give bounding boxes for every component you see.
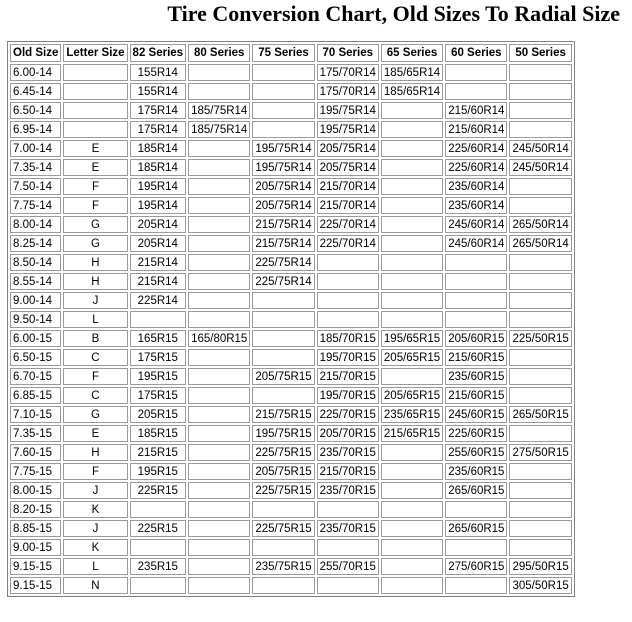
cell-50-series — [509, 539, 571, 556]
cell-70-series — [317, 501, 379, 518]
cell-letter-size — [63, 64, 127, 81]
cell-75-series — [252, 349, 314, 366]
cell-82-series: 215R14 — [130, 273, 187, 290]
cell-60-series: 245/60R15 — [445, 406, 507, 423]
cell-50-series — [509, 178, 571, 195]
cell-75-series — [252, 330, 314, 347]
cell-50-series — [509, 311, 571, 328]
cell-82-series: 195R15 — [130, 368, 187, 385]
cell-letter-size: J — [63, 520, 127, 537]
cell-65-series — [381, 235, 443, 252]
cell-60-series: 225/60R14 — [445, 140, 507, 157]
cell-75-series: 225/75R14 — [252, 273, 314, 290]
table-row — [10, 520, 572, 537]
cell-75-series — [252, 83, 314, 100]
cell-60-series — [445, 254, 507, 271]
table-row — [10, 83, 572, 100]
cell-75-series: 215/75R15 — [252, 406, 314, 423]
table-row — [10, 292, 572, 309]
cell-letter-size: H — [63, 254, 127, 271]
column-header-75-series: 75 Series — [252, 44, 314, 62]
cell-65-series: 195/65R15 — [381, 330, 443, 347]
cell-80-series — [188, 368, 250, 385]
cell-old-size: 9.00-15 — [10, 539, 61, 556]
column-header-old-size: Old Size — [10, 44, 61, 62]
cell-60-series: 265/60R15 — [445, 520, 507, 537]
cell-75-series — [252, 539, 314, 556]
cell-65-series — [381, 501, 443, 518]
cell-65-series — [381, 558, 443, 575]
cell-75-series: 215/75R14 — [252, 216, 314, 233]
cell-old-size: 8.55-14 — [10, 273, 61, 290]
cell-82-series — [130, 311, 187, 328]
cell-65-series — [381, 140, 443, 157]
cell-82-series — [130, 501, 187, 518]
cell-70-series: 175/70R14 — [317, 83, 379, 100]
cell-70-series: 185/70R15 — [317, 330, 379, 347]
cell-old-size: 8.25-14 — [10, 235, 61, 252]
cell-80-series — [188, 501, 250, 518]
cell-60-series — [445, 273, 507, 290]
table-row — [10, 121, 572, 138]
cell-old-size: 8.85-15 — [10, 520, 61, 537]
cell-50-series — [509, 501, 571, 518]
table-row — [10, 501, 572, 518]
cell-82-series: 195R15 — [130, 463, 187, 480]
cell-82-series: 235R15 — [130, 558, 187, 575]
cell-65-series — [381, 520, 443, 537]
cell-old-size: 6.50-15 — [10, 349, 61, 366]
cell-75-series — [252, 102, 314, 119]
table-row — [10, 273, 572, 290]
cell-70-series: 215/70R15 — [317, 368, 379, 385]
cell-60-series: 245/60R14 — [445, 235, 507, 252]
cell-65-series — [381, 482, 443, 499]
cell-82-series — [130, 577, 187, 594]
cell-80-series — [188, 520, 250, 537]
page-title: Tire Conversion Chart, Old Sizes To Radial Size — [167, 1, 620, 26]
cell-65-series — [381, 444, 443, 461]
cell-60-series — [445, 577, 507, 594]
cell-75-series: 215/75R14 — [252, 235, 314, 252]
cell-60-series: 225/60R14 — [445, 159, 507, 176]
cell-letter-size: J — [63, 482, 127, 499]
cell-old-size: 8.50-14 — [10, 254, 61, 271]
cell-65-series — [381, 197, 443, 214]
cell-80-series — [188, 406, 250, 423]
table-row — [10, 159, 572, 176]
cell-old-size: 7.10-15 — [10, 406, 61, 423]
cell-60-series — [445, 539, 507, 556]
cell-60-series: 205/60R15 — [445, 330, 507, 347]
table-row — [10, 387, 572, 404]
table-row — [10, 349, 572, 366]
cell-70-series: 215/70R14 — [317, 197, 379, 214]
cell-old-size: 6.45-14 — [10, 83, 61, 100]
cell-letter-size: C — [63, 349, 127, 366]
cell-75-series: 195/75R14 — [252, 140, 314, 157]
cell-82-series: 205R14 — [130, 216, 187, 233]
table-row — [10, 216, 572, 233]
cell-60-series: 265/60R15 — [445, 482, 507, 499]
cell-50-series — [509, 387, 571, 404]
cell-75-series — [252, 577, 314, 594]
cell-80-series — [188, 235, 250, 252]
cell-old-size: 9.00-14 — [10, 292, 61, 309]
cell-letter-size: G — [63, 406, 127, 423]
cell-65-series — [381, 292, 443, 309]
cell-letter-size: J — [63, 292, 127, 309]
cell-82-series: 185R14 — [130, 159, 187, 176]
cell-80-series — [188, 349, 250, 366]
cell-82-series: 175R14 — [130, 121, 187, 138]
cell-letter-size: K — [63, 539, 127, 556]
cell-70-series: 215/70R14 — [317, 178, 379, 195]
table-row — [10, 330, 572, 347]
cell-82-series: 205R15 — [130, 406, 187, 423]
cell-82-series: 185R14 — [130, 140, 187, 157]
cell-80-series — [188, 311, 250, 328]
table-row — [10, 64, 572, 81]
cell-60-series: 225/60R15 — [445, 425, 507, 442]
table-row — [10, 444, 572, 461]
cell-65-series — [381, 216, 443, 233]
cell-82-series: 195R14 — [130, 178, 187, 195]
cell-80-series — [188, 539, 250, 556]
cell-60-series: 215/60R14 — [445, 121, 507, 138]
cell-60-series: 215/60R15 — [445, 349, 507, 366]
cell-80-series — [188, 273, 250, 290]
cell-60-series: 245/60R14 — [445, 216, 507, 233]
cell-old-size: 8.00-15 — [10, 482, 61, 499]
cell-60-series: 235/60R14 — [445, 197, 507, 214]
cell-60-series: 255/60R15 — [445, 444, 507, 461]
cell-letter-size — [63, 102, 127, 119]
cell-70-series — [317, 577, 379, 594]
table-row — [10, 425, 572, 442]
cell-75-series: 235/75R15 — [252, 558, 314, 575]
cell-70-series — [317, 273, 379, 290]
cell-letter-size: L — [63, 558, 127, 575]
cell-75-series: 195/75R14 — [252, 159, 314, 176]
cell-70-series: 235/70R15 — [317, 482, 379, 499]
cell-82-series: 225R14 — [130, 292, 187, 309]
cell-60-series — [445, 311, 507, 328]
cell-70-series: 225/70R14 — [317, 235, 379, 252]
cell-82-series — [130, 539, 187, 556]
cell-65-series: 185/65R14 — [381, 64, 443, 81]
cell-70-series — [317, 292, 379, 309]
cell-70-series — [317, 539, 379, 556]
cell-60-series: 215/60R15 — [445, 387, 507, 404]
cell-old-size: 9.15-15 — [10, 577, 61, 594]
column-header-70-series: 70 Series — [317, 44, 379, 62]
cell-65-series — [381, 121, 443, 138]
cell-82-series: 195R14 — [130, 197, 187, 214]
cell-80-series — [188, 140, 250, 157]
cell-60-series — [445, 83, 507, 100]
cell-65-series — [381, 254, 443, 271]
cell-50-series — [509, 425, 571, 442]
cell-old-size: 6.85-15 — [10, 387, 61, 404]
cell-50-series: 225/50R15 — [509, 330, 571, 347]
cell-50-series — [509, 463, 571, 480]
cell-letter-size — [63, 121, 127, 138]
cell-letter-size: E — [63, 425, 127, 442]
cell-letter-size: E — [63, 159, 127, 176]
cell-70-series: 175/70R14 — [317, 64, 379, 81]
cell-70-series: 225/70R15 — [317, 406, 379, 423]
cell-70-series: 235/70R15 — [317, 520, 379, 537]
cell-65-series: 215/65R15 — [381, 425, 443, 442]
cell-old-size: 7.75-15 — [10, 463, 61, 480]
cell-60-series: 275/60R15 — [445, 558, 507, 575]
table-row — [10, 140, 572, 157]
cell-80-series — [188, 577, 250, 594]
cell-letter-size: K — [63, 501, 127, 518]
cell-letter-size: H — [63, 273, 127, 290]
cell-50-series — [509, 83, 571, 100]
cell-82-series: 205R14 — [130, 235, 187, 252]
cell-old-size: 7.35-14 — [10, 159, 61, 176]
cell-80-series — [188, 159, 250, 176]
cell-50-series — [509, 349, 571, 366]
cell-old-size: 6.00-14 — [10, 64, 61, 81]
cell-letter-size: F — [63, 197, 127, 214]
cell-old-size: 6.95-14 — [10, 121, 61, 138]
cell-50-series — [509, 64, 571, 81]
cell-65-series — [381, 311, 443, 328]
cell-80-series — [188, 463, 250, 480]
cell-75-series — [252, 311, 314, 328]
cell-60-series: 235/60R15 — [445, 368, 507, 385]
cell-70-series: 195/75R14 — [317, 121, 379, 138]
cell-75-series: 225/75R14 — [252, 254, 314, 271]
cell-old-size: 6.50-14 — [10, 102, 61, 119]
cell-50-series — [509, 273, 571, 290]
cell-75-series: 205/75R14 — [252, 197, 314, 214]
cell-80-series: 185/75R14 — [188, 121, 250, 138]
cell-70-series: 225/70R14 — [317, 216, 379, 233]
cell-50-series — [509, 254, 571, 271]
cell-80-series — [188, 254, 250, 271]
cell-70-series: 205/75R14 — [317, 159, 379, 176]
cell-50-series — [509, 197, 571, 214]
cell-letter-size: E — [63, 140, 127, 157]
cell-65-series: 205/65R15 — [381, 387, 443, 404]
cell-50-series — [509, 520, 571, 537]
cell-80-series — [188, 425, 250, 442]
table-row — [10, 102, 572, 119]
cell-80-series — [188, 64, 250, 81]
cell-65-series — [381, 577, 443, 594]
cell-82-series: 215R14 — [130, 254, 187, 271]
cell-75-series: 205/75R15 — [252, 463, 314, 480]
cell-60-series — [445, 292, 507, 309]
cell-82-series: 175R14 — [130, 102, 187, 119]
cell-letter-size: G — [63, 216, 127, 233]
cell-old-size: 6.70-15 — [10, 368, 61, 385]
cell-50-series — [509, 482, 571, 499]
tire-conversion-table — [7, 41, 575, 597]
cell-old-size: 7.00-14 — [10, 140, 61, 157]
cell-80-series — [188, 292, 250, 309]
table-row — [10, 235, 572, 252]
cell-82-series: 165R15 — [130, 330, 187, 347]
cell-50-series: 265/50R14 — [509, 216, 571, 233]
cell-75-series: 195/75R15 — [252, 425, 314, 442]
cell-letter-size: F — [63, 368, 127, 385]
cell-70-series: 205/75R14 — [317, 140, 379, 157]
cell-old-size: 9.15-15 — [10, 558, 61, 575]
cell-80-series — [188, 216, 250, 233]
cell-75-series — [252, 387, 314, 404]
cell-75-series — [252, 64, 314, 81]
cell-60-series: 235/60R15 — [445, 463, 507, 480]
cell-82-series: 175R15 — [130, 349, 187, 366]
cell-letter-size: B — [63, 330, 127, 347]
cell-82-series: 155R14 — [130, 83, 187, 100]
cell-75-series — [252, 501, 314, 518]
cell-50-series — [509, 292, 571, 309]
column-header-60-series: 60 Series — [445, 44, 507, 62]
cell-60-series — [445, 64, 507, 81]
cell-80-series — [188, 387, 250, 404]
header-row — [10, 44, 572, 62]
cell-65-series: 185/65R14 — [381, 83, 443, 100]
cell-82-series: 155R14 — [130, 64, 187, 81]
cell-letter-size — [63, 83, 127, 100]
cell-75-series: 225/75R15 — [252, 444, 314, 461]
cell-60-series: 215/60R14 — [445, 102, 507, 119]
cell-70-series — [317, 311, 379, 328]
column-header-82-series: 82 Series — [130, 44, 187, 62]
column-header-65-series: 65 Series — [381, 44, 443, 62]
table-body — [10, 64, 572, 594]
cell-70-series: 215/70R15 — [317, 463, 379, 480]
cell-65-series — [381, 368, 443, 385]
cell-70-series: 195/70R15 — [317, 349, 379, 366]
cell-75-series: 205/75R15 — [252, 368, 314, 385]
cell-50-series: 295/50R15 — [509, 558, 571, 575]
cell-letter-size: H — [63, 444, 127, 461]
cell-75-series: 205/75R14 — [252, 178, 314, 195]
column-header-letter-size: Letter Size — [63, 44, 127, 62]
cell-50-series — [509, 102, 571, 119]
table-row — [10, 558, 572, 575]
cell-65-series — [381, 159, 443, 176]
cell-80-series: 165/80R15 — [188, 330, 250, 347]
cell-old-size: 7.60-15 — [10, 444, 61, 461]
table-header — [10, 44, 572, 62]
cell-70-series: 195/75R14 — [317, 102, 379, 119]
column-header-80-series: 80 Series — [188, 44, 250, 62]
cell-50-series — [509, 121, 571, 138]
cell-50-series — [509, 368, 571, 385]
table-row — [10, 482, 572, 499]
table-row — [10, 197, 572, 214]
cell-65-series — [381, 539, 443, 556]
cell-letter-size: G — [63, 235, 127, 252]
table-row — [10, 368, 572, 385]
table-row — [10, 311, 572, 328]
cell-80-series — [188, 83, 250, 100]
cell-70-series: 235/70R15 — [317, 444, 379, 461]
table-row — [10, 577, 572, 594]
cell-80-series — [188, 444, 250, 461]
cell-old-size: 7.50-14 — [10, 178, 61, 195]
cell-50-series: 245/50R14 — [509, 159, 571, 176]
cell-50-series: 275/50R15 — [509, 444, 571, 461]
cell-82-series: 185R15 — [130, 425, 187, 442]
cell-65-series — [381, 102, 443, 119]
cell-75-series: 225/75R15 — [252, 482, 314, 499]
cell-65-series — [381, 273, 443, 290]
table-row — [10, 178, 572, 195]
cell-65-series: 235/65R15 — [381, 406, 443, 423]
cell-old-size: 9.50-14 — [10, 311, 61, 328]
cell-82-series: 225R15 — [130, 520, 187, 537]
cell-old-size: 7.35-15 — [10, 425, 61, 442]
cell-70-series: 195/70R15 — [317, 387, 379, 404]
cell-50-series: 265/50R15 — [509, 406, 571, 423]
cell-50-series: 265/50R14 — [509, 235, 571, 252]
cell-70-series: 205/70R15 — [317, 425, 379, 442]
table-row — [10, 406, 572, 423]
cell-50-series: 245/50R14 — [509, 140, 571, 157]
cell-old-size: 7.75-14 — [10, 197, 61, 214]
cell-80-series: 185/75R14 — [188, 102, 250, 119]
cell-65-series — [381, 178, 443, 195]
cell-old-size: 6.00-15 — [10, 330, 61, 347]
cell-60-series: 235/60R14 — [445, 178, 507, 195]
cell-letter-size: N — [63, 577, 127, 594]
cell-80-series — [188, 178, 250, 195]
table-row — [10, 463, 572, 480]
cell-80-series — [188, 558, 250, 575]
cell-letter-size: C — [63, 387, 127, 404]
cell-letter-size: L — [63, 311, 127, 328]
cell-50-series: 305/50R15 — [509, 577, 571, 594]
cell-80-series — [188, 482, 250, 499]
cell-82-series: 175R15 — [130, 387, 187, 404]
cell-80-series — [188, 197, 250, 214]
table-row — [10, 254, 572, 271]
cell-old-size: 8.00-14 — [10, 216, 61, 233]
cell-82-series: 215R15 — [130, 444, 187, 461]
cell-letter-size: F — [63, 463, 127, 480]
cell-65-series — [381, 463, 443, 480]
cell-letter-size: F — [63, 178, 127, 195]
table-row — [10, 539, 572, 556]
column-header-50-series: 50 Series — [509, 44, 571, 62]
cell-75-series — [252, 121, 314, 138]
cell-75-series — [252, 292, 314, 309]
cell-old-size: 8.20-15 — [10, 501, 61, 518]
cell-82-series: 225R15 — [130, 482, 187, 499]
cell-70-series — [317, 254, 379, 271]
cell-65-series: 205/65R15 — [381, 349, 443, 366]
cell-75-series: 225/75R15 — [252, 520, 314, 537]
cell-70-series: 255/70R15 — [317, 558, 379, 575]
cell-60-series — [445, 501, 507, 518]
